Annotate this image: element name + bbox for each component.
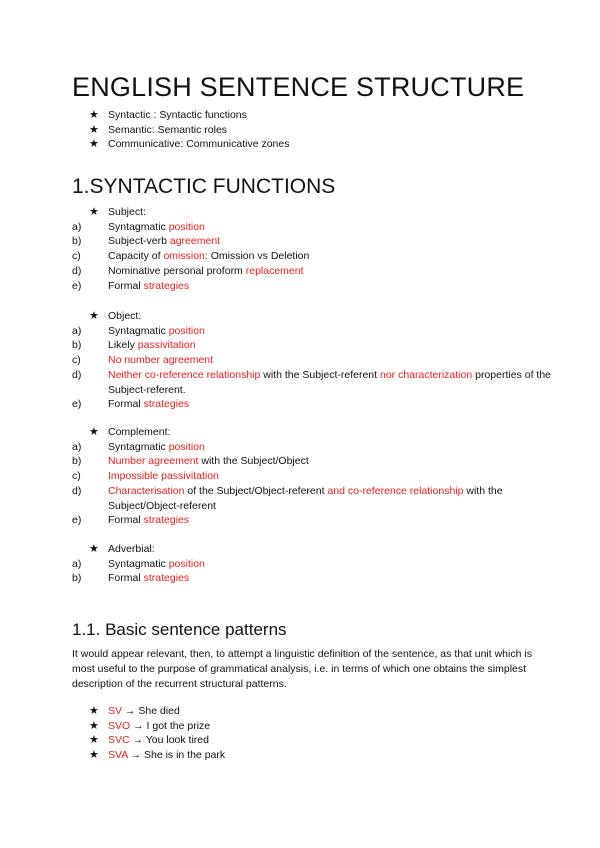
list-item: b) Likely passivitation	[72, 339, 196, 352]
list-item: ★ Adverbial:	[89, 543, 155, 555]
star-bullet-icon: ★	[89, 138, 99, 151]
star-bullet-icon: ★	[89, 719, 99, 732]
object-list	[72, 309, 568, 412]
section-heading-basic-sentence-patterns: 1.1. Basic sentence patterns	[72, 620, 287, 639]
adverbial-list	[72, 542, 205, 586]
list-item: c) Impossible passivitation	[72, 470, 219, 483]
star-bullet-icon: ★	[89, 705, 99, 717]
intro-list	[72, 108, 289, 152]
list-item: a) Syntagmatic position	[72, 440, 205, 453]
list-item: ★ Subject:	[89, 206, 146, 218]
list-item: d) Nominative personal proform replacement	[72, 264, 304, 277]
body-paragraph: It would appear relevant, then, to attempt a linguistic definition of the sentence, as that unit which is most useful to the purpose of grammatical analysis, i.e. in terms of which one obtains the simplest description of the recurrent structural patterns.	[72, 648, 532, 690]
list-item: d) Neither co-reference relationship with the Subject-referent nor characterization properties of the Subject-referent.	[72, 368, 551, 396]
star-bullet-icon: ★	[89, 734, 99, 747]
section-heading-syntactic-functions: 1.SYNTACTIC FUNCTIONS	[72, 175, 336, 198]
list-item: b) Subject-verb agreement	[72, 235, 221, 248]
list-item: d) Characterisation of the Subject/Object-referent and co-reference relationship with the Subject/Object-referent	[72, 484, 503, 512]
list-item: ★ Complement:	[89, 426, 171, 438]
list-item: ★ SVC → You look tired	[89, 734, 209, 747]
list-item: ★ SV → She died	[89, 705, 180, 717]
complement-list	[72, 425, 568, 528]
document-title: ENGLISH SENTENCE STRUCTURE	[72, 72, 525, 102]
list-item: e) Formal strategies	[72, 514, 190, 527]
list-item: a) Syntagmatic position	[72, 557, 205, 570]
list-item: ★ SVA → She is in the park	[89, 749, 226, 762]
list-item: ★ Object:	[89, 310, 142, 322]
list-item: ★ SVO → I got the prize	[89, 719, 211, 732]
star-bullet-icon: ★	[89, 123, 99, 136]
subject-list	[72, 205, 309, 293]
list-item: c) Capacity of omission: Omission vs Deletion	[72, 250, 310, 263]
star-bullet-icon: ★	[89, 426, 99, 438]
star-bullet-icon: ★	[89, 206, 99, 218]
list-item: b) Number agreement with the Subject/Object	[72, 455, 309, 468]
list-item: ★ Semantic: Semantic roles	[89, 123, 228, 136]
patterns-list	[72, 704, 225, 763]
list-item: e) Formal strategies	[72, 279, 190, 292]
list-item: c) No number agreement	[72, 354, 214, 367]
list-item: e) Formal strategies	[72, 398, 190, 411]
star-bullet-icon: ★	[89, 109, 99, 121]
star-bullet-icon: ★	[89, 543, 99, 555]
list-item: b) Formal strategies	[72, 572, 190, 585]
star-bullet-icon: ★	[89, 749, 99, 762]
star-bullet-icon: ★	[89, 310, 99, 322]
list-item: ★ Syntactic : Syntactic functions	[89, 109, 247, 121]
list-item: a) Syntagmatic position	[72, 324, 205, 337]
list-item: ★ Communicative: Communicative zones	[89, 138, 290, 151]
list-item: a) Syntagmatic position	[72, 220, 205, 233]
